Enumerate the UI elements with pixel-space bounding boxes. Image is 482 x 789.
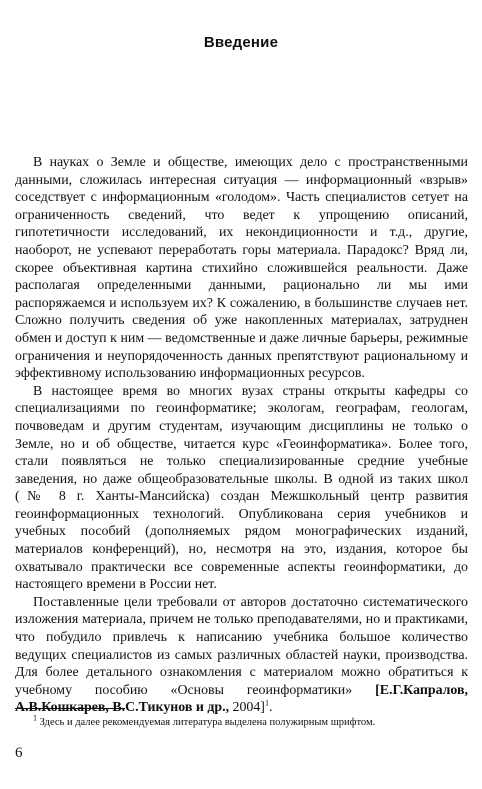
footnote-divider xyxy=(15,708,125,709)
page-number: 6 xyxy=(15,745,23,761)
main-text xyxy=(15,154,468,717)
paragraph-3-text: Поставленные цели требовали от авторов достаточно систематического изложения материала, причем не только преподавателями, но и практиками, что побудило привлечь к написанию учебника большое количество ведущих специалистов из самых различных областей науки, производства. Для более детального ознакомления с материалом можно обратиться к учебному пособию «Основы геоинформатики» xyxy=(15,594,468,698)
citation-year: 2004] xyxy=(229,700,265,716)
paragraph-3-end: . xyxy=(268,700,273,716)
citation-authors: [Е.Г.Капралов, А.В.Кошкарев, В.С.Тикунов и др., xyxy=(15,682,468,716)
footnote-text: Здесь и далее рекомендуемая литература выделена полужирным шрифтом. xyxy=(37,717,376,728)
page-title: Введение xyxy=(203,34,279,51)
footnote-marker: 1 xyxy=(264,698,269,708)
paragraph-3 xyxy=(15,594,468,717)
paragraph-2: В настоящее время во многих вузах страны открыты кафедры со специализациями по геоинформатике; экологам, географам, геологам, почвоведам и другим студентам, изучающим дисциплины не только о Земле, но и об обществе, читается курс «Геоинформатика». Более того, стали появляться не только специализированные средние учебные заведения, но даже общеобразовательные школы. В одной из таких школ (№ 8 г. Ханты-Мансийска) создан Межшкольный центр развития геоинформационных технологий. Опубликована серия учебников и учебных пособий (дополняемых рядом монографических изданий, материалов конференций), но, несмотря на это, издания, которое бы охватывало практически все современные аспекты геоинформатики, до настоящего времени в России нет. xyxy=(15,383,468,593)
footnote xyxy=(15,713,468,729)
footnote-number: 1 xyxy=(33,713,37,723)
paragraph-1: В науках о Земле и обществе, имеющих дело с пространственными данными, сложилась интересная ситуация — информационный «взрыв» соседствует с информационным «голодом». Часть специалистов сетует на ограниченность сведений, что ведет к упрощению описаний, гипотетичности исследований, их некондиционности и т.д., другие, наоборот, не успевают переработать горы материала. Парадокс? Вряд ли, скорее объективная картина стихийно сложившейся реальности. Даже располагая определенными данными, рационально ли мы ими распоряжаемся и используем их? К сожалению, в большинстве случаев нет. Сложно получить сведения об уже накопленных материалах, затруднен обмен и доступ к ним — ведомственные и даже личные барьеры, режимные ограничения и неупорядоченность данных препятствуют рациональному и эффективному использованию информационных ресурсов. xyxy=(15,155,468,382)
